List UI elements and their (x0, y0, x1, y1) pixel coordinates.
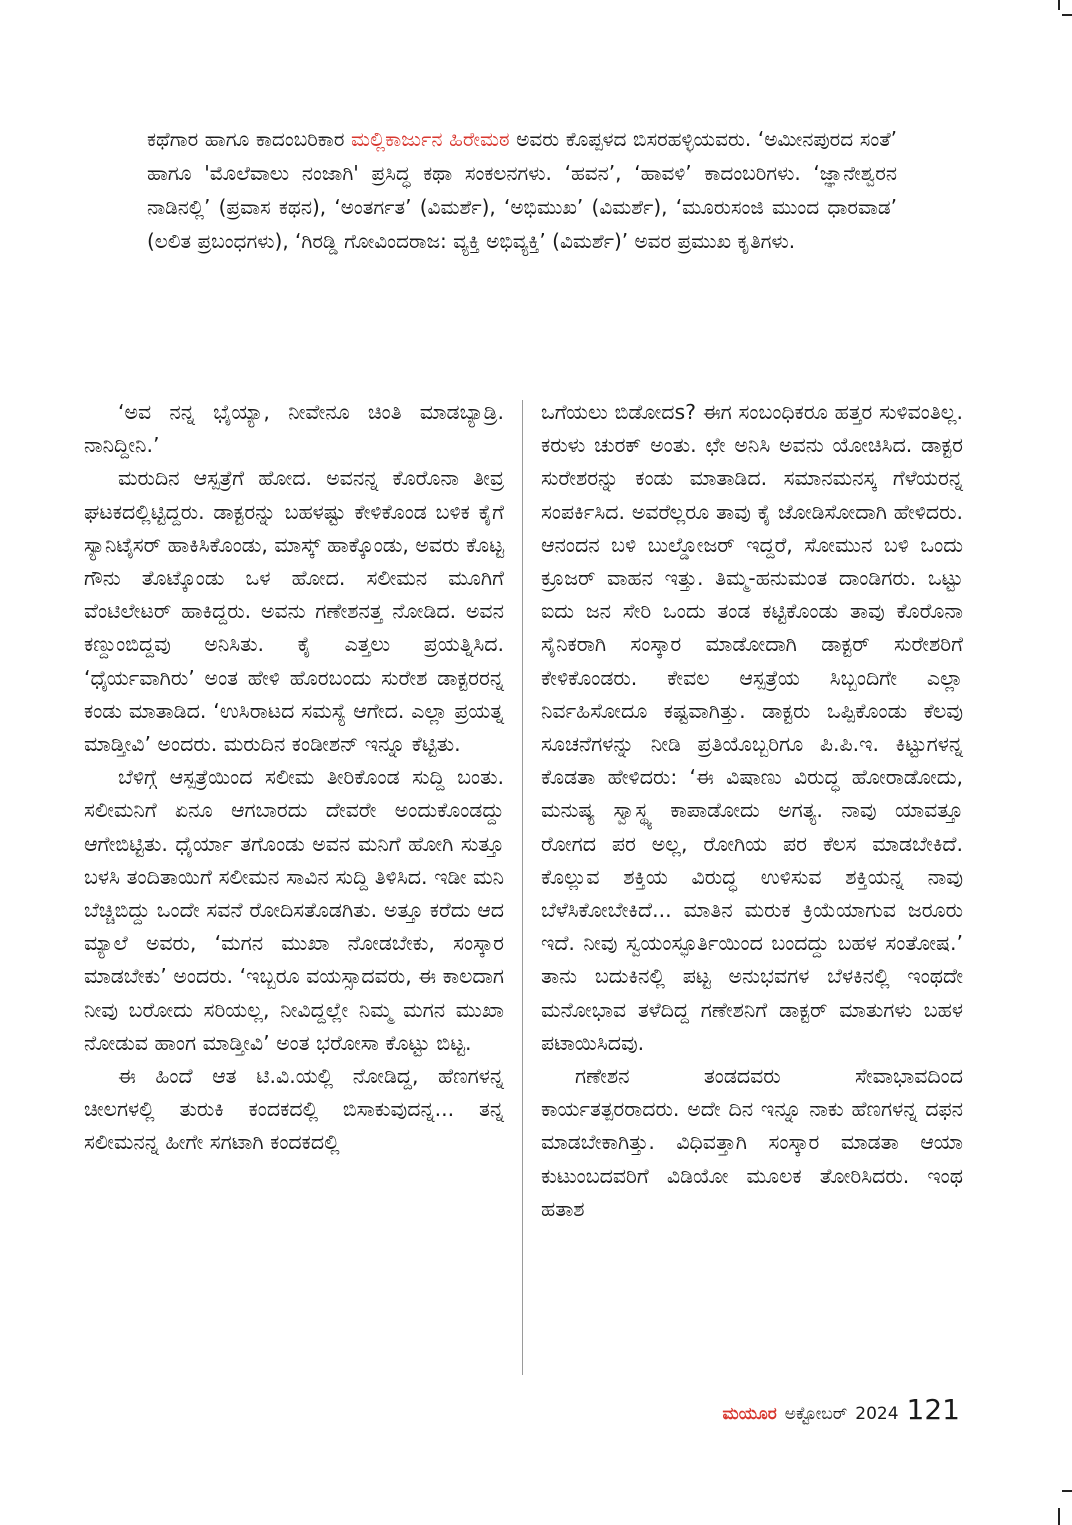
issue-year: 2024 (855, 1404, 899, 1424)
crop-mark-top-right (1058, 0, 1060, 10)
page-number: 121 (906, 1393, 960, 1426)
column-divider (522, 400, 523, 1375)
magazine-logo: ಮಯೂರ (722, 1404, 777, 1424)
paragraph: ಗಣೇಶನ ತಂಡದವರು ಸೇವಾಭಾವದಿಂದ ಕಾರ್ಯತತ್ಪರರಾದರು. ಅದೇ ದಿನ ಇನ್ನೂ ನಾಕು ಹೆಣಗಳನ್ನ ದಫನ ಮಾಡಬೇಕಾಗಿತ್ತು. ವಿಧಿವತ್ತಾಗಿ ಸಂಸ್ಕಾರ ಮಾಡತಾ ಆಯಾ ಕುಟುಂಬದವರಿಗೆ ವಿಡಿಯೋ ಮೂಲಕ ತೋರಿಸಿದರು. ಇಂಥ ಹತಾಶ (541, 1064, 963, 1221)
article-column-right (541, 396, 963, 1226)
paragraph: ‘ಅವ ನನ್ನ ಭೈಯ್ಯಾ, ನೀವೇನೂ ಚಿಂತಿ ಮಾಡಬ್ಯಾಡ್ರಿ. ನಾನಿದ್ದೀನಿ.’ (84, 400, 504, 458)
bio-intro: ಕಥೆಗಾರ ಹಾಗೂ ಕಾದಂಬರಿಕಾರ (147, 127, 352, 151)
author-bio (147, 122, 897, 258)
crop-mark-bottom-right-v (1058, 1508, 1060, 1525)
issue-month: ಅಕ್ಟೋಬರ್ (784, 1404, 848, 1424)
author-name: ಮಲ್ಲಿಕಾರ್ಜುನ ಹಿರೇಮಠ (351, 127, 510, 151)
paragraph: ಈ ಹಿಂದೆ ಆತ ಟಿ.ವಿ.ಯಲ್ಲಿ ನೋಡಿದ್ದ, ಹೆಣಗಳನ್ನ ಚೀಲಗಳಲ್ಲಿ ತುರುಕಿ ಕಂದಕದಲ್ಲಿ ಬಿಸಾಕುವುದನ್ನ... ತನ್ನ ಸಲೀಮನನ್ನ ಹೀಗೇ ಸಗಟಾಗಿ ಕಂದಕದಲ್ಲಿ (84, 1064, 504, 1155)
article-column-left (84, 396, 504, 1160)
paragraph: ಬೆಳಿಗ್ಗೆ ಆಸ್ಪತ್ರೆಯಿಂದ ಸಲೀಮ ತೀರಿಕೊಂಡ ಸುದ್ದಿ ಬಂತು. ಸಲೀಮನಿಗೆ ಏನೂ ಆಗಬಾರದು ದೇವರೇ ಅಂದುಕೊಂಡದ್ದು ಆಗೇಬಿಟ್ಟಿತು. ಧೈರ್ಯಾ ತಗೊಂಡು ಅವನ ಮನಿಗೆ ಹೋಗಿ ಸುತ್ತೂ ಬಳಸಿ ತಂದಿತಾಯಿಗೆ ಸಲೀಮನ ಸಾವಿನ ಸುದ್ದಿ ತಿಳಿಸಿದ. ಇಡೀ ಮನಿ ಬೆಚ್ಚಿಬಿದ್ದು ಒಂದೇ ಸವನೆ ರೋದಿಸತೊಡಗಿತು. ಅತ್ತೂ ಕರೆದು ಆದ ಮ್ಯಾಲೆ ಅವರು, ‘ಮಗನ ಮುಖಾ ನೋಡಬೇಕು, ಸಂಸ್ಕಾರ ಮಾಡಬೇಕು’ ಅಂದರು. ‘ಇಬ್ಬರೂ ವಯಸ್ಸಾದವರು, ಈ ಕಾಲದಾಗ ನೀವು ಬರೋದು ಸರಿಯಲ್ಲ, ನೀವಿದ್ದಲ್ಲೇ ನಿಮ್ಮ ಮಗನ ಮುಖಾ ನೋಡುವ ಹಾಂಗ ಮಾಡ್ತೀವಿ’ ಅಂತ ಭರೋಸಾ ಕೊಟ್ಟು ಬಿಟ್ಟ. (84, 765, 504, 1055)
crop-mark-bottom-right (1062, 1490, 1072, 1492)
paragraph: ಮರುದಿನ ಆಸ್ಪತ್ರೆಗೆ ಹೋದ. ಅವನನ್ನ ಕೊರೊನಾ ತೀವ್ರ ಘಟಕದಲ್ಲಿಟ್ಟಿದ್ದರು. ಡಾಕ್ಟರನ್ನು ಬಹಳಷ್ಟು ಕೇಳಿಕೊಂಡ ಬಳಿಕ ಕೈಗೆ ಸ್ಯಾನಿಟೈಸರ್ ಹಾಕಿಸಿಕೊಂಡು, ಮಾಸ್ಕ್ ಹಾಕ್ಕೊಂಡು, ಅವರು ಕೊಟ್ಟ ಗೌನು ತೊಟ್ಕೊಂಡು ಒಳ ಹೋದ. ಸಲೀಮನ ಮೂಗಿಗೆ ವೆಂಟಿಲೇಟರ್ ಹಾಕಿದ್ದರು. ಅವನು ಗಣೇಶನತ್ತ ನೋಡಿದ. ಅವನ ಕಣ್ದುಂಬಿದ್ದವು ಅನಿಸಿತು. ಕೈ ಎತ್ತಲು ಪ್ರಯತ್ನಿಸಿದ. ‘ಧೈರ್ಯವಾಗಿರು’ ಅಂತ ಹೇಳಿ ಹೊರಬಂದು ಸುರೇಶ ಡಾಕ್ಟರರನ್ನ ಕಂಡು ಮಾತಾಡಿದ. ‘ಉಸಿರಾಟದ ಸಮಸ್ಯೆ ಆಗೇದ. ಎಲ್ಲಾ ಪ್ರಯತ್ನ ಮಾಡ್ತೀವಿ’ ಅಂದರು. ಮರುದಿನ ಕಂಡೀಶನ್ ಇನ್ನೂ ಕೆಟ್ಟಿತು. (84, 466, 504, 757)
bio-works: ಅವರು ಕೊಪ್ಪಳದ ಬಿಸರಹಳ್ಳಿಯವರು. ‘ಅಮೀನಪುರದ ಸಂತೆ’ ಹಾಗೂ 'ಮೊಲೆವಾಲು ನಂಜಾಗಿ' ಪ್ರಸಿದ್ಧ ಕಥಾ ಸಂಕಲನಗಳು. ‘ಹವನ’, ‘ಹಾವಳಿ’ ಕಾದಂಬರಿಗಳು. ‘ಜ್ಞಾನೇಶ್ವರನ ನಾಡಿನಲ್ಲಿ’ (ಪ್ರವಾಸ ಕಥನ), ‘ಅಂತರ್ಗತ’ (ವಿಮರ್ಶೆ), ‘ಅಭಿಮುಖ’ (ವಿಮರ್ಶೆ), ‘ಮೂರುಸಂಜಿ ಮುಂದ ಧಾರವಾಡ’ (ಲಲಿತ ಪ್ರಬಂಧಗಳು), ‘ಗಿರಡ್ಡಿ ಗೋವಿಂದರಾಜ: ವ್ಯಕ್ತಿ ಅಭಿವ್ಯಕ್ತಿ’ (ವಿಮರ್ಶೆ)’ ಅವರ ಪ್ರಮುಖ ಕೃತಿಗಳು. (147, 127, 897, 253)
crop-mark-top-right-h (1062, 14, 1072, 16)
paragraph: ಒಗೆಯಲು ಬಿಡೋದs? ಈಗ ಸಂಬಂಧಿಕರೂ ಹತ್ತರ ಸುಳಿವಂತಿಲ್ಲ. ಕರುಳು ಚುರಕ್ ಅಂತು. ಛೇ ಅನಿಸಿ ಅವನು ಯೋಚಿಸಿದ. ಡಾಕ್ಟರ ಸುರೇಶರನ್ನು ಕಂಡು ಮಾತಾಡಿದ. ಸಮಾನಮನಸ್ಕ ಗೆಳೆಯರನ್ನ ಸಂಪರ್ಕಿಸಿದ. ಅವರೆಲ್ಲರೂ ತಾವು ಕೈ ಜೋಡಿಸೋದಾಗಿ ಹೇಳಿದರು. ಆನಂದನ ಬಳಿ ಬುಲ್ಡೋಜರ್ ಇದ್ದರೆ, ಸೋಮುನ ಬಳಿ ಒಂದು ಕ್ರೂಜರ್ ವಾಹನ ಇತ್ತು. ತಿಮ್ಮ-ಹನುಮಂತ ದಾಂಡಿಗರು. ಒಟ್ಟು ಐದು ಜನ ಸೇರಿ ಒಂದು ತಂಡ ಕಟ್ಟಿಕೊಂಡು ತಾವು ಕೊರೊನಾ ಸೈನಿಕರಾಗಿ ಸಂಸ್ಕಾರ ಮಾಡೋದಾಗಿ ಡಾಕ್ಟರ್ ಸುರೇಶರಿಗೆ ಕೇಳಿಕೊಂಡರು. ಕೇವಲ ಆಸ್ಪತ್ರೆಯ ಸಿಬ್ಬಂದಿಗೇ ಎಲ್ಲಾ ನಿರ್ವಹಿಸೋದೂ ಕಷ್ಟವಾಗಿತ್ತು. ಡಾಕ್ಟರು ಒಪ್ಪಿಕೊಂಡು ಕೆಲವು ಸೂಚನೆಗಳನ್ನು ನೀಡಿ ಪ್ರತಿಯೊಬ್ಬರಿಗೂ ಪಿ.ಪಿ.ಇ. ಕಿಟ್ಟುಗಳನ್ನ ಕೊಡತಾ ಹೇಳಿದರು: ‘ಈ ವಿಷಾಣು ವಿರುದ್ಧ ಹೋರಾಡೋದು, ಮನುಷ್ಯ ಸ್ವಾಸ್ಥ್ಯ ಕಾಪಾಡೋದು ಅಗತ್ಯ. ನಾವು ಯಾವತ್ತೂ ರೋಗದ ಪರ ಅಲ್ಲ, ರೋಗಿಯ ಪರ ಕೆಲಸ ಮಾಡಬೇಕಿದೆ. ಕೊಲ್ಲುವ ಶಕ್ತಿಯ ವಿರುದ್ಧ ಉಳಿಸುವ ಶಕ್ತಿಯನ್ನ ನಾವು ಬೆಳೆಸಿಕೋಬೇಕಿದೆ... ಮಾತಿನ ಮರುಕ ಕ್ರಿಯೆಯಾಗುವ ಜರೂರು ಇದೆ. ನೀವು ಸ್ವಯಂಸ್ಫೂರ್ತಿಯಿಂದ ಬಂದದ್ದು ಬಹಳ ಸಂತೋಷ.’ ತಾನು ಬದುಕಿನಲ್ಲಿ ಪಟ್ಟ ಅನುಭವಗಳ ಬೆಳಕಿನಲ್ಲಿ ಇಂಥದೇ ಮನೋಭಾವ ತಳೆದಿದ್ದ ಗಣೇಶನಿಗೆ ಡಾಕ್ಟರ್ ಮಾತುಗಳು ಬಹಳ ಪಟಾಯಿಸಿದವು. (541, 400, 963, 1055)
page-footer (723, 1393, 960, 1427)
